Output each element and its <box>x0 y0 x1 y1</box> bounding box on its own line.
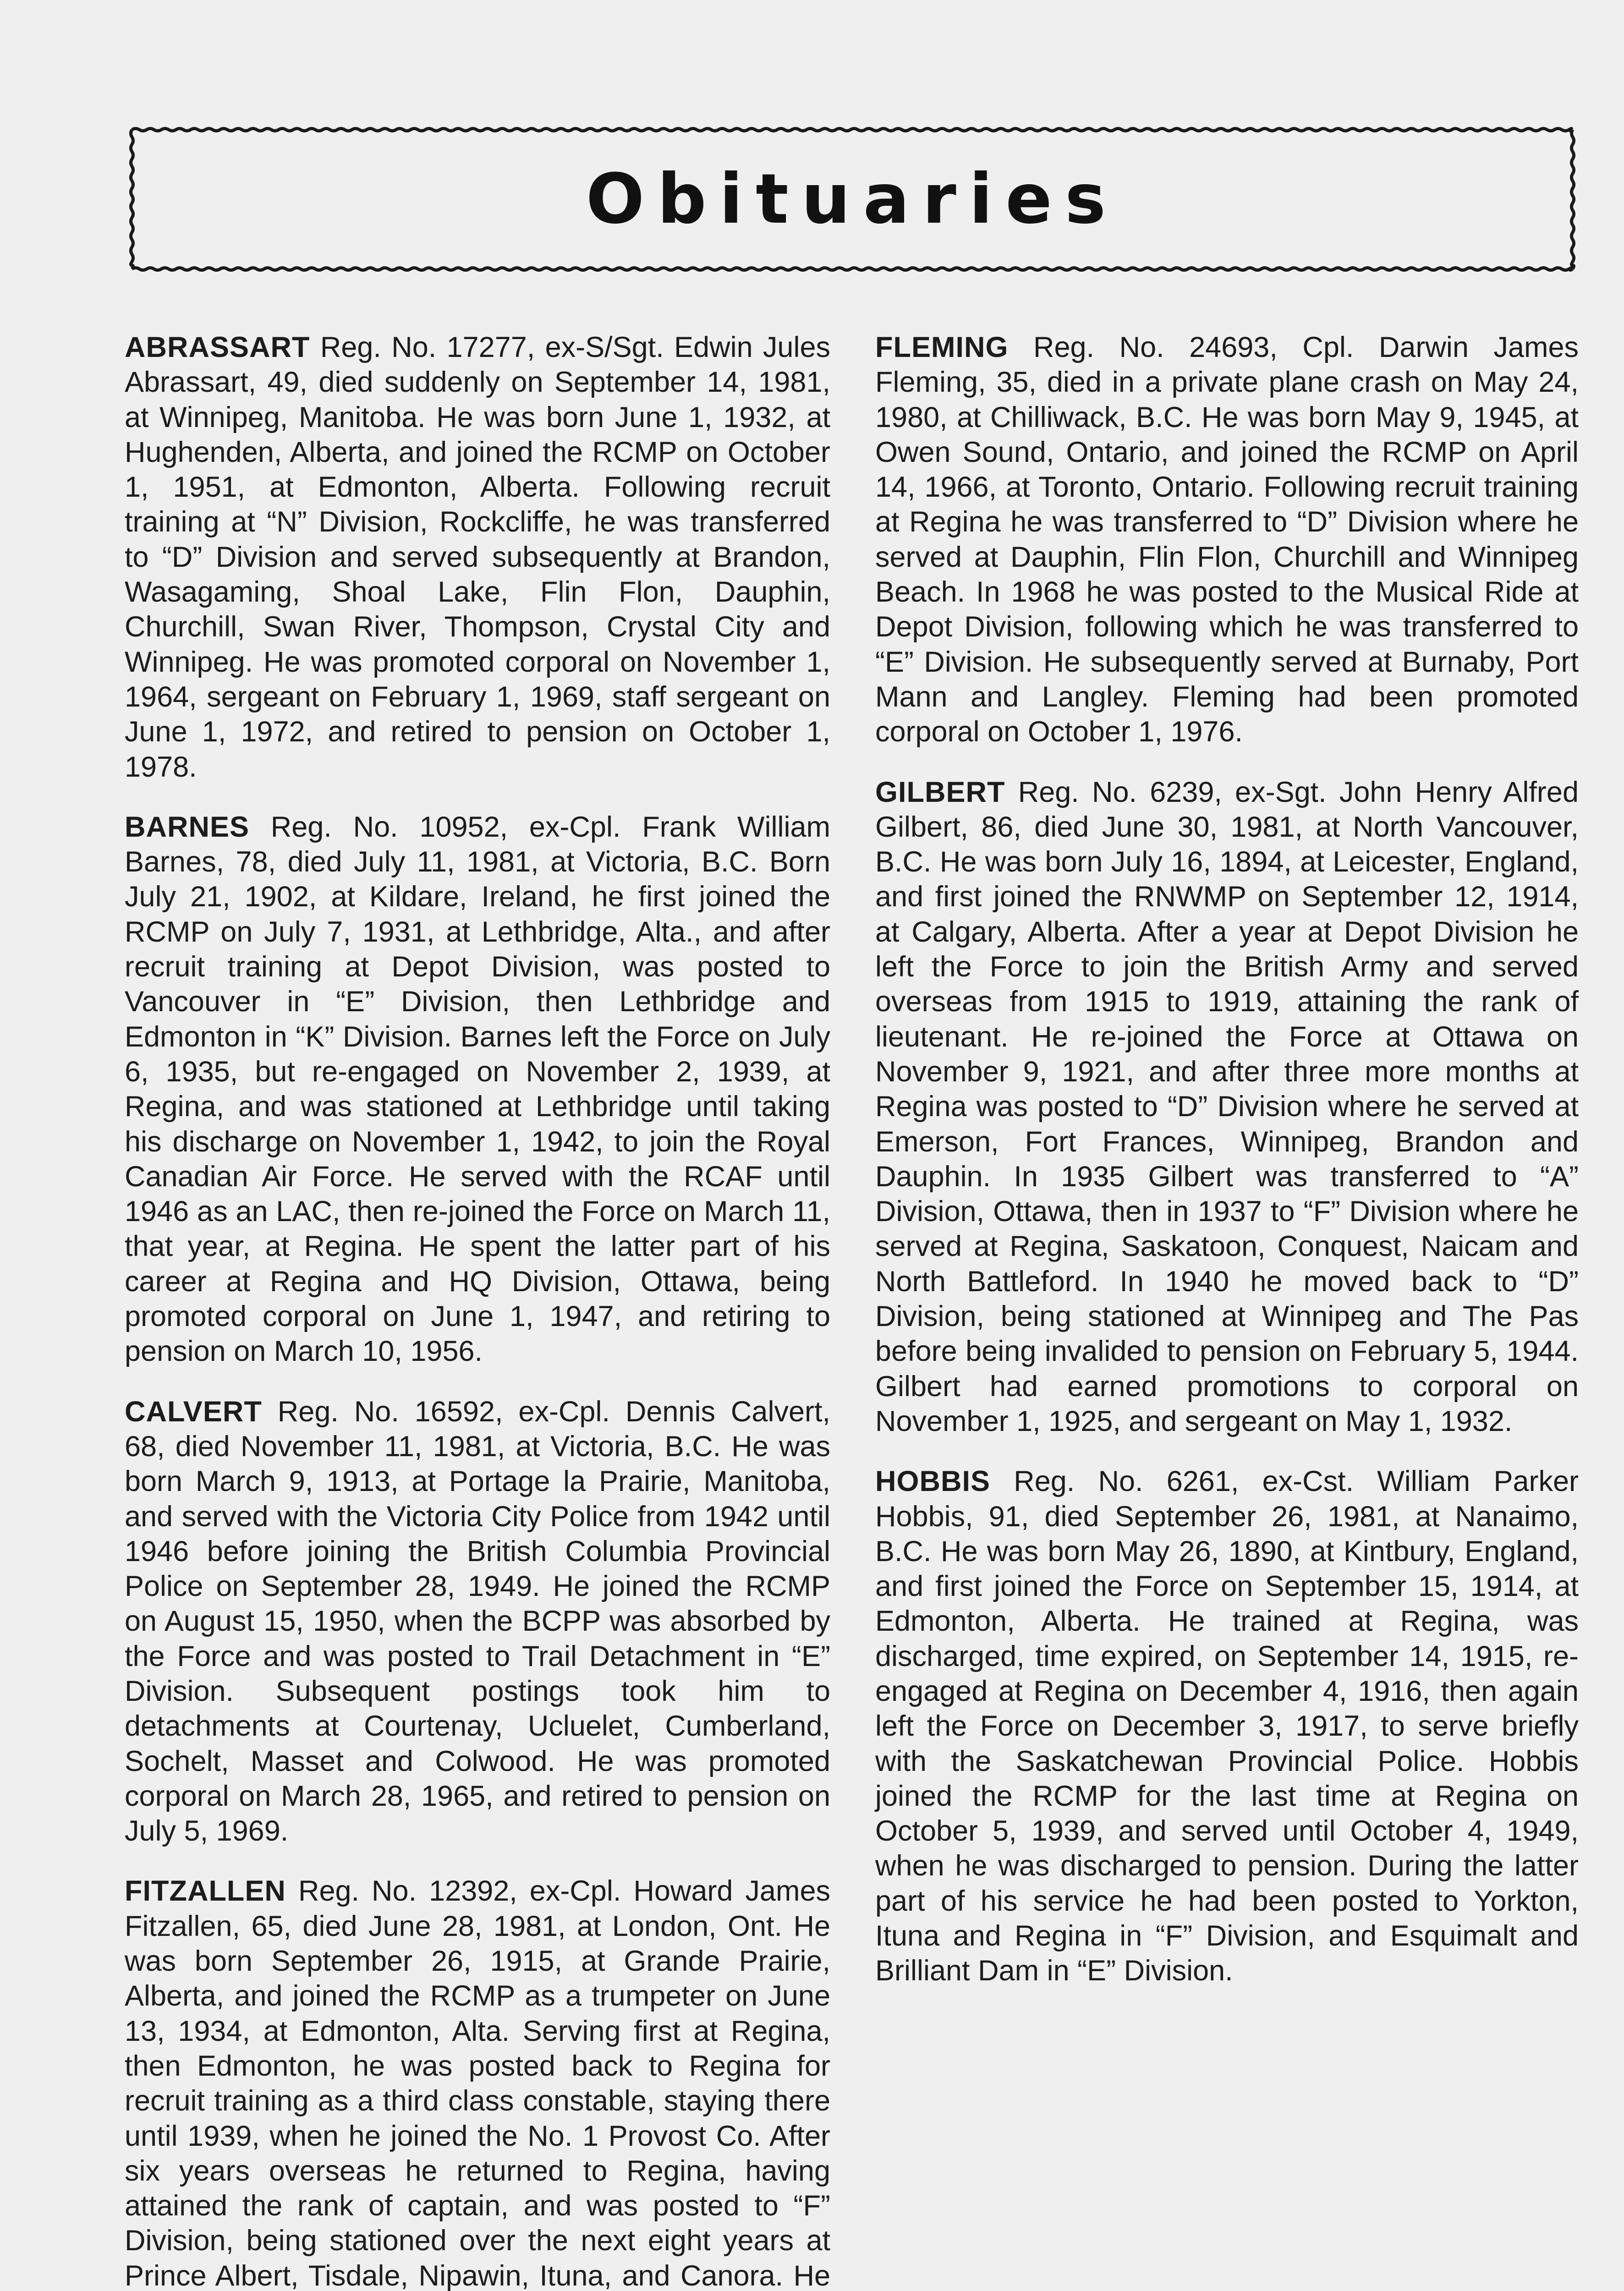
obituary-name: HOBBIS <box>875 1465 991 1498</box>
title-banner <box>128 126 1576 273</box>
obituary-name: BARNES <box>125 811 250 843</box>
obituary-entry-fitzallen <box>125 1874 830 2291</box>
obituary-name: FLEMING <box>875 331 1009 363</box>
obituary-text: Reg. No. 6239, ex-Sgt. John Henry Alfred Gilbert, 86, died June 30, 1981, at North Vancouver, B.C. He was born July 16, 1894, at Leicester, England, and first joined the RNWMP on September 12, 1914, at Calgary, Alberta. After a year at Depot Division he left the Force to join the British Army and served overseas from 1915 to 1919, attaining the rank of lieutenant. He re-joined the Force at Ottawa on November 9, 1921, and after three more months at Regina was posted to “D” Division where he served at Emerson, Fort Frances, Winnipeg, Brandon and Dauphin. In 1935 Gilbert was transferred to “A” Division, Ottawa, then in 1937 to “F” Division where he served at Regina, Saskatoon, Conquest, Naicam and North Battleford. In 1940 he moved back to “D” Division, being stationed at Winnipeg and The Pas before being invalided to pension on February 5, 1944. Gilbert had earned promotions to corporal on November 1, 1925, and sergeant on May 1, 1932. <box>875 776 1579 1437</box>
page-title: Obituaries <box>586 159 1119 239</box>
obituaries-column-left <box>125 330 830 2291</box>
obituary-entry-hobbis <box>875 1464 1579 1988</box>
obituary-name: FITZALLEN <box>125 1875 286 1907</box>
obituary-name: CALVERT <box>125 1395 262 1428</box>
obituary-text: Reg. No. 10952, ex-Cpl. Frank William Barnes, 78, died July 11, 1981, at Victoria, B.C. Born July 21, 1902, at Kildare, Ireland, he first joined the RCMP on July 7, 1931, at Lethbridge, Alta., and after recruit training at Depot Division, was posted to Vancouver in “E” Division, then Lethbridge and Edmonton in “K” Division. Barnes left the Force on July 6, 1935, but re-engaged on November 2, 1939, at Regina, and was stationed at Lethbridge until taking his discharge on November 1, 1942, to join the Royal Canadian Air Force. He served with the RCAF until 1946 as an LAC, then re-joined the Force on March 11, that year, at Regina. He spent the latter part of his career at Regina and HQ Division, Ottawa, being promoted corporal on June 1, 1947, and retiring to pension on March 10, 1956. <box>125 811 830 1368</box>
obituaries-column-right <box>875 330 1579 2014</box>
obituary-text: Reg. No. 6261, ex-Cst. William Parker Hobbis, 91, died September 26, 1981, at Nanaimo, B.C. He was born May 26, 1890, at Kintbury, England, and first joined the Force on September 15, 1914, at Edmonton, Alberta. He trained at Regina, was discharged, time expired, on September 14, 1915, re-engaged at Regina on December 4, 1916, then again left the Force on December 3, 1917, to serve briefly with the Saskatchewan Provincial Police. Hobbis joined the RCMP for the last time at Regina on October 5, 1939, and served until October 4, 1949, when he was discharged to pension. During the latter part of his service he had been posted to Yorkton, Ituna and Regina in “F” Division, and Esquimalt and Brilliant Dam in “E” Division. <box>875 1465 1579 1987</box>
obituary-text: Reg. No. 12392, ex-Cpl. Howard James Fitzallen, 65, died June 28, 1981, at London, Ont. He was born September 26, 1915, at Grande Prairie, Alberta, and joined the RCMP as a trumpeter on June 13, 1934, at Edmonton, Alta. Serving first at Regina, then Edmonton, he was posted back to Regina for recruit training as a third class constable, staying there until 1939, when he joined the No. 1 Provost Co. After six years overseas he returned to Regina, having attained the rank of captain, and was posted to “F” Division, being stationed over the next eight years at Prince Albert, Tisdale, Nipawin, Ituna, and Canora. He <box>125 1875 830 2291</box>
obituary-name: GILBERT <box>875 776 1005 808</box>
obituary-entry-abrassart <box>125 330 830 784</box>
obituary-text: Reg. No. 17277, ex-S/Sgt. Edwin Jules Abrassart, 49, died suddenly on September 14, 1981, at Winnipeg, Manitoba. He was born June 1, 1932, at Hughenden, Alberta, and joined the RCMP on October 1, 1951, at Edmonton, Alberta. Following recruit training at “N” Division, Rockcliffe, he was transferred to “D” Division and served subsequently at Brandon, Wasagaming, Shoal Lake, Flin Flon, Dauphin, Churchill, Swan River, Thompson, Crystal City and Winnipeg. He was promoted corporal on November 1, 1964, sergeant on February 1, 1969, staff sergeant on June 1, 1972, and retired to pension on October 1, 1978. <box>125 331 830 783</box>
obituary-text: Reg. No. 24693, Cpl. Darwin James Fleming, 35, died in a private plane crash on May 24, 1980, at Chilliwack, B.C. He was born May 9, 1945, at Owen Sound, Ontario, and joined the RCMP on April 14, 1966, at Toronto, Ontario. Following recruit training at Regina he was transferred to “D” Division where he served at Dauphin, Flin Flon, Churchill and Winnipeg Beach. In 1968 he was posted to the Musical Ride at Depot Division, following which he was transferred to “E” Division. He subsequently served at Burnaby, Port Mann and Langley. Fleming had been promoted corporal on October 1, 1976. <box>875 331 1579 748</box>
obituary-entry-fleming <box>875 330 1579 750</box>
obituary-entry-barnes <box>125 810 830 1369</box>
obituary-name: ABRASSART <box>125 331 310 363</box>
obituary-entry-calvert <box>125 1394 830 1849</box>
obituary-text: Reg. No. 16592, ex-Cpl. Dennis Calvert, 68, died November 11, 1981, at Victoria, B.C. He was born March 9, 1913, at Portage la Prairie, Manitoba, and served with the Victoria City Police from 1942 until 1946 before joining the British Columbia Provincial Police on September 28, 1949. He joined the RCMP on August 15, 1950, when the BCPP was absorbed by the Force and was posted to Trail Detachment in “E” Division. Subsequent postings took him to detachments at Courtenay, Ucluelet, Cumberland, Sochelt, Masset and Colwood. He was promoted corporal on March 28, 1965, and retired to pension on July 5, 1969. <box>125 1395 830 1847</box>
obituary-entry-gilbert <box>875 775 1579 1439</box>
